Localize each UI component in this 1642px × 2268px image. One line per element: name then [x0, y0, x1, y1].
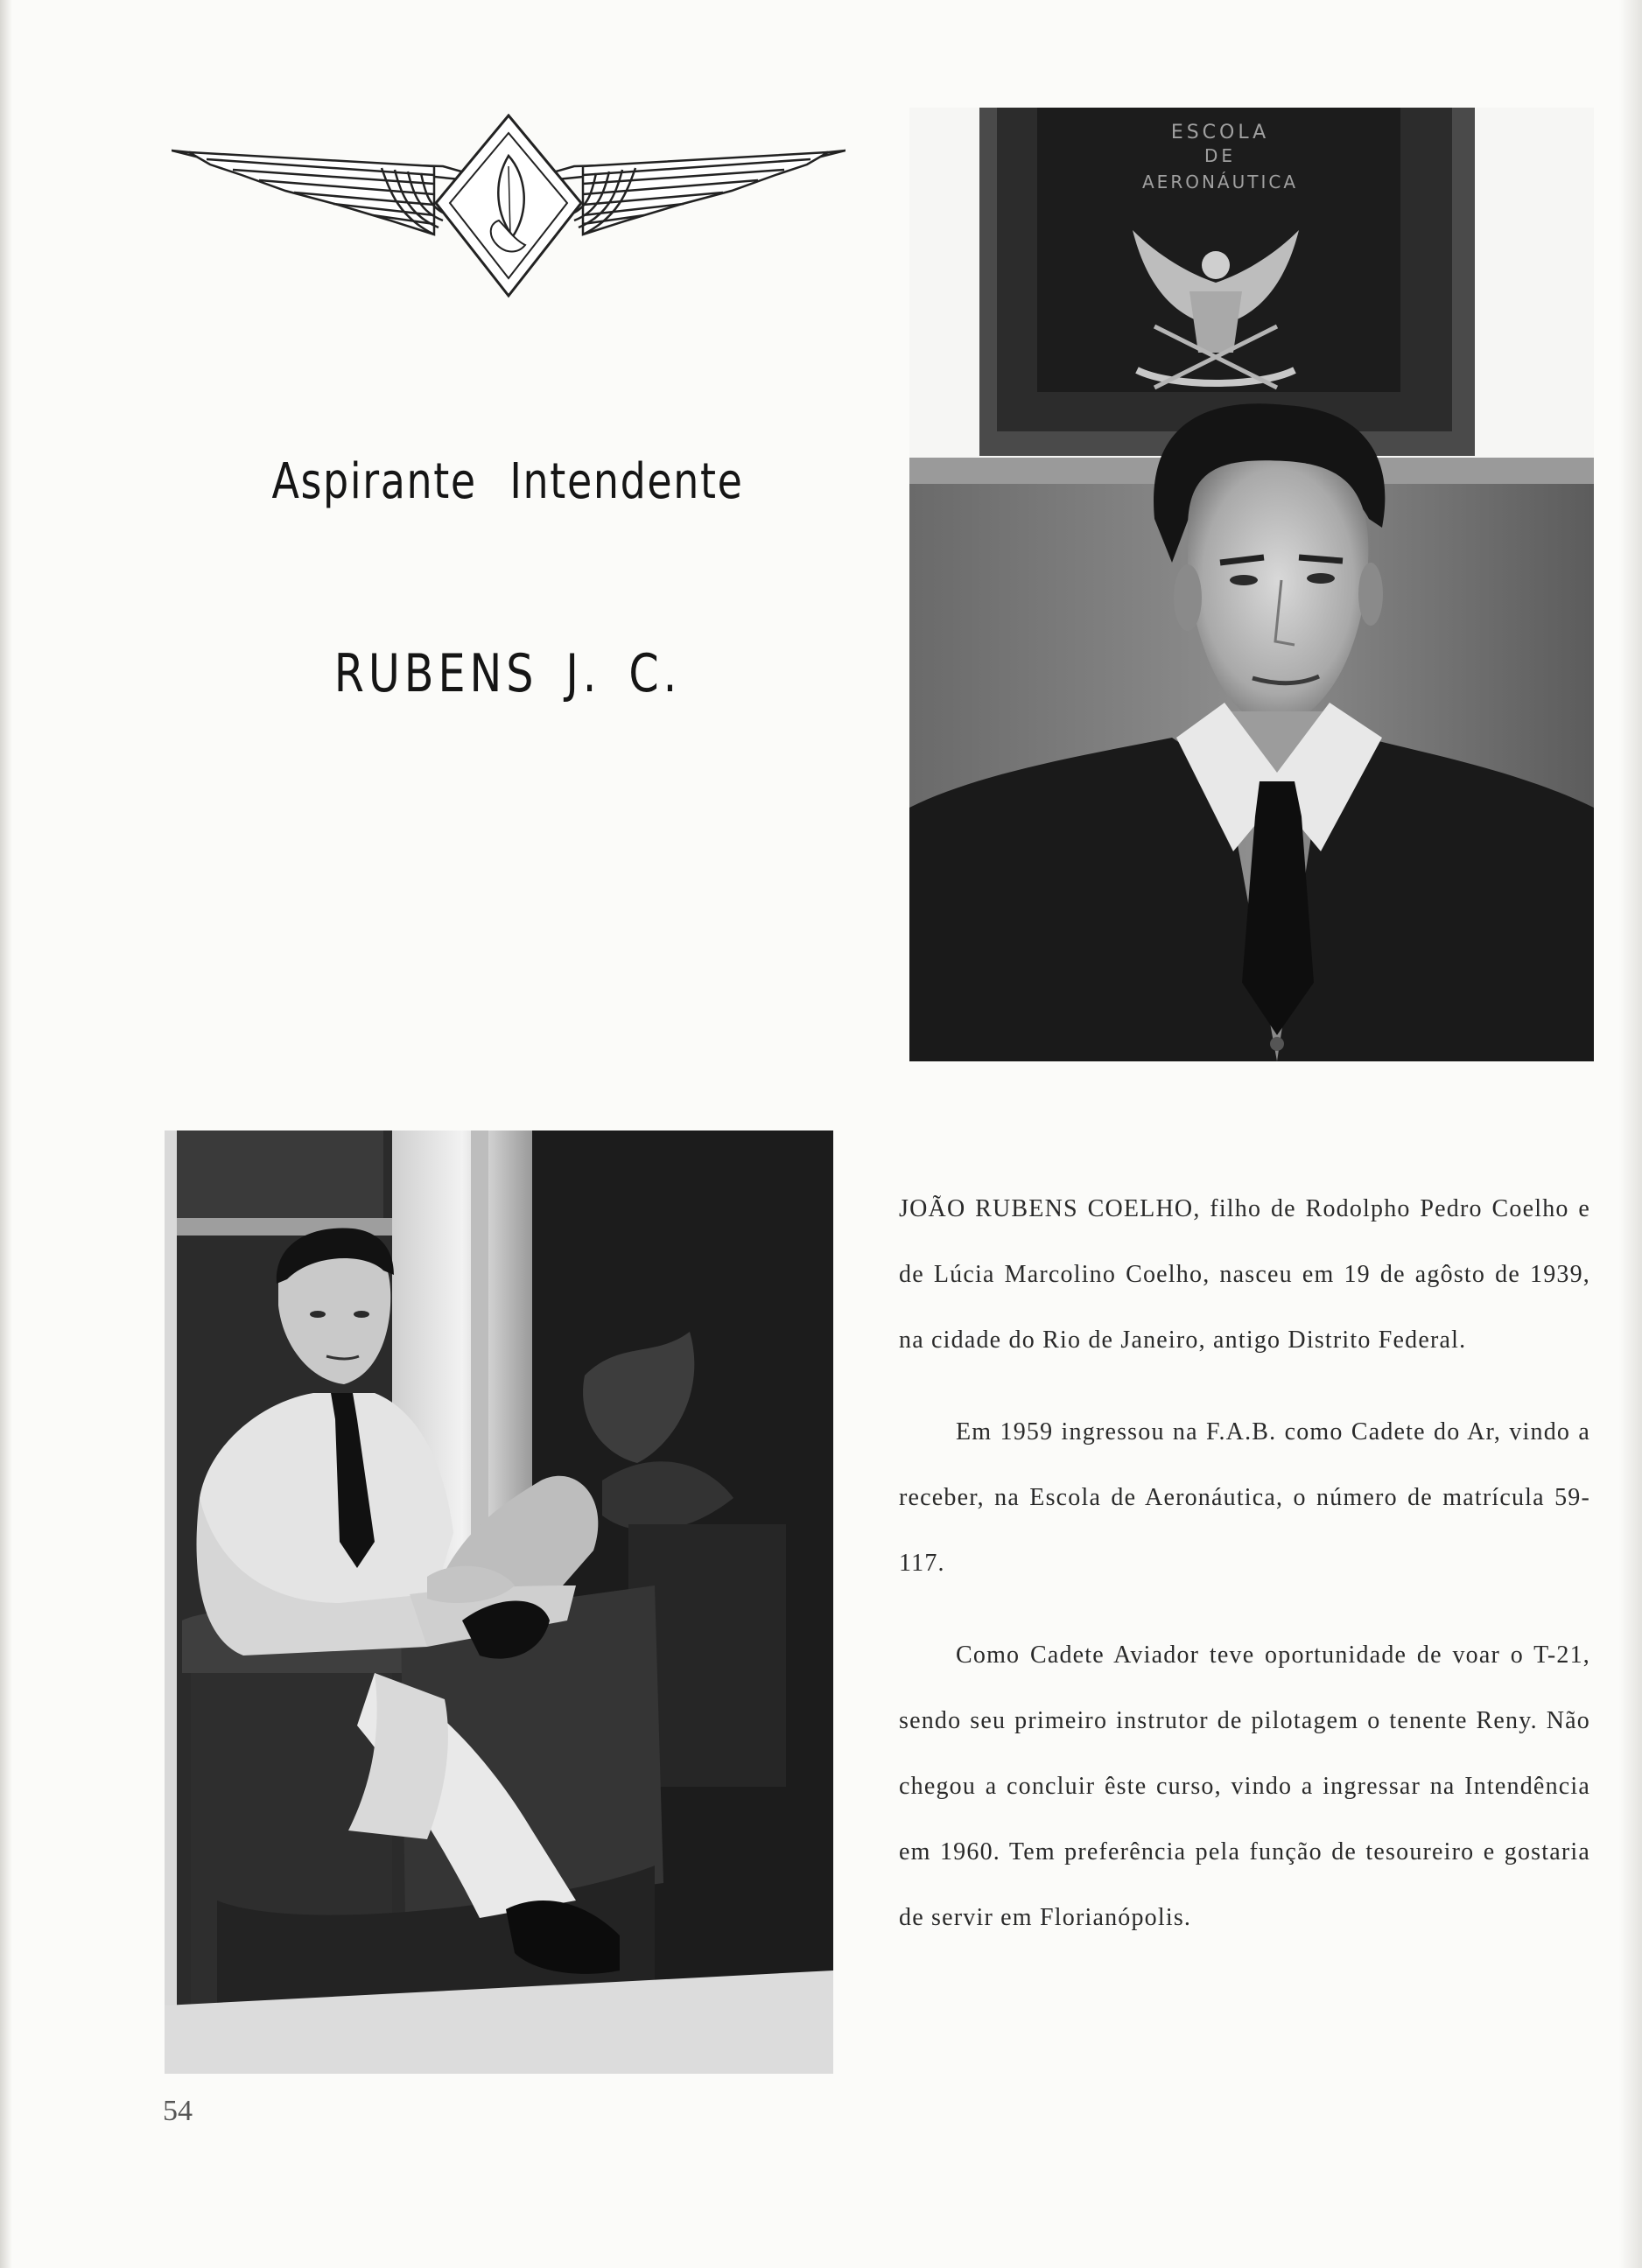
page-edge-right [1619, 0, 1642, 2268]
biography-paragraph: Em 1959 ingressou na F.A.B. como Cadete do Ar, vindo a receber, na Escola de Aeronáutica, o número de matrícula 59-117. [899, 1418, 1590, 1577]
intendant-wings-insignia-icon [172, 114, 846, 303]
svg-text:AERONÁUTICA: AERONÁUTICA [1142, 172, 1298, 192]
svg-text:ESCOLA: ESCOLA [1170, 122, 1270, 144]
rank-title: Aspirante Intendente [271, 453, 744, 510]
biography-paragraph: JOÃO RUBENS COELHO, filho de Rodolpho Pedro Coelho e de Lúcia Marcolino Coelho, nasceu em 19 de agôsto de 1939, na cidade do Rio de Janeiro, antigo Distrito Federal. [899, 1195, 1590, 1354]
svg-text:DE: DE [1203, 145, 1237, 166]
page-number: 54 [163, 2095, 193, 2127]
page-edge-left [0, 0, 12, 2268]
seated-photo [165, 1130, 833, 2074]
biography-paragraph: Como Cadete Aviador teve oportunidade de voar o T-21, sendo seu primeiro instrutor de pilotagem o tenente Reny. Não chegou a concluir êste curso, vindo a ingressar na Intendência em 1960. Tem preferência pela função de tesoureiro e gostaria de servir em Florianópolis. [899, 1642, 1590, 1931]
cadet-name: RUBENS J. C. [333, 643, 682, 704]
biography-text [899, 1176, 1590, 1977]
portrait-photo [909, 108, 1594, 1061]
